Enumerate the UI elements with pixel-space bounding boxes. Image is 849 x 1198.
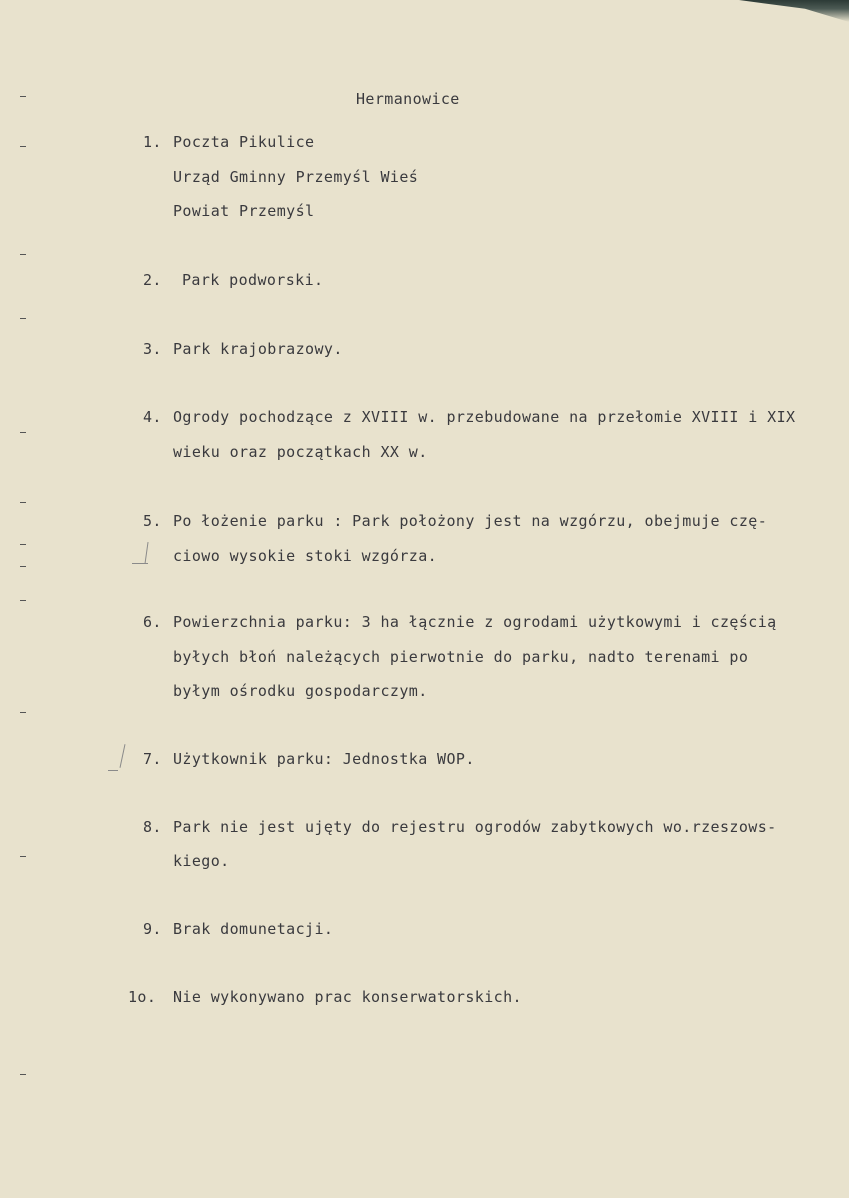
item-number: 7.	[143, 750, 162, 768]
item-text-line: Ogrody pochodzące z XVIII w. przebudowane na przełomie XVIII i XIX	[173, 408, 796, 426]
item-number: 5.	[143, 512, 162, 530]
item-text-line: Urząd Gminny Przemyśl Wieś	[173, 168, 419, 186]
item-number: 8.	[143, 818, 162, 836]
margin-tick	[20, 712, 26, 713]
item-text-line: Powierzchnia parku: 3 ha łącznie z ogrodami użytkowymi i częścią	[173, 613, 777, 631]
item-text-line: wieku oraz początkach XX w.	[173, 443, 428, 461]
item-number: 1.	[143, 133, 162, 151]
margin-tick	[20, 432, 26, 433]
page-corner-shadow	[739, 0, 849, 22]
item-text-line: Po łożenie parku : Park położony jest na wzgórzu, obejmuje czę-	[173, 512, 768, 530]
pencil-mark	[144, 542, 148, 564]
margin-tick	[20, 502, 26, 503]
item-text-line: Powiat Przemyśl	[173, 202, 315, 220]
margin-tick	[20, 318, 26, 319]
item-text-line: byłym ośrodku gospodarczym.	[173, 682, 428, 700]
item-text-line: Park krajobrazowy.	[173, 340, 343, 358]
margin-tick	[20, 600, 26, 601]
pencil-mark	[108, 770, 118, 771]
item-text-line: byłych błoń należących pierwotnie do parku, nadto terenami po	[173, 648, 749, 666]
margin-tick	[20, 856, 26, 857]
item-number: 6.	[143, 613, 162, 631]
margin-tick	[20, 254, 26, 255]
document-title: Hermanowice	[356, 90, 460, 108]
item-number: 2.	[143, 271, 162, 289]
item-text-line: Park podworski.	[182, 271, 324, 289]
item-number: 1o.	[128, 988, 157, 1006]
item-number: 3.	[143, 340, 162, 358]
pencil-mark	[132, 563, 148, 564]
item-text-line: ciowo wysokie stoki wzgórza.	[173, 547, 438, 565]
item-text-line: kiego.	[173, 852, 230, 870]
item-number: 4.	[143, 408, 162, 426]
item-text-line: Park nie jest ujęty do rejestru ogrodów zabytkowych wo.rzeszows-	[173, 818, 777, 836]
margin-tick	[20, 1074, 26, 1075]
item-text-line: Brak domunetacji.	[173, 920, 334, 938]
item-text-line: Nie wykonywano prac konserwatorskich.	[173, 988, 522, 1006]
margin-tick	[20, 96, 26, 97]
pencil-mark	[120, 744, 126, 768]
margin-tick	[20, 544, 26, 545]
item-text-line: Użytkownik parku: Jednostka WOP.	[173, 750, 475, 768]
margin-tick	[20, 146, 26, 147]
margin-tick	[20, 566, 26, 567]
item-text-line: Poczta Pikulice	[173, 133, 315, 151]
item-number: 9.	[143, 920, 162, 938]
